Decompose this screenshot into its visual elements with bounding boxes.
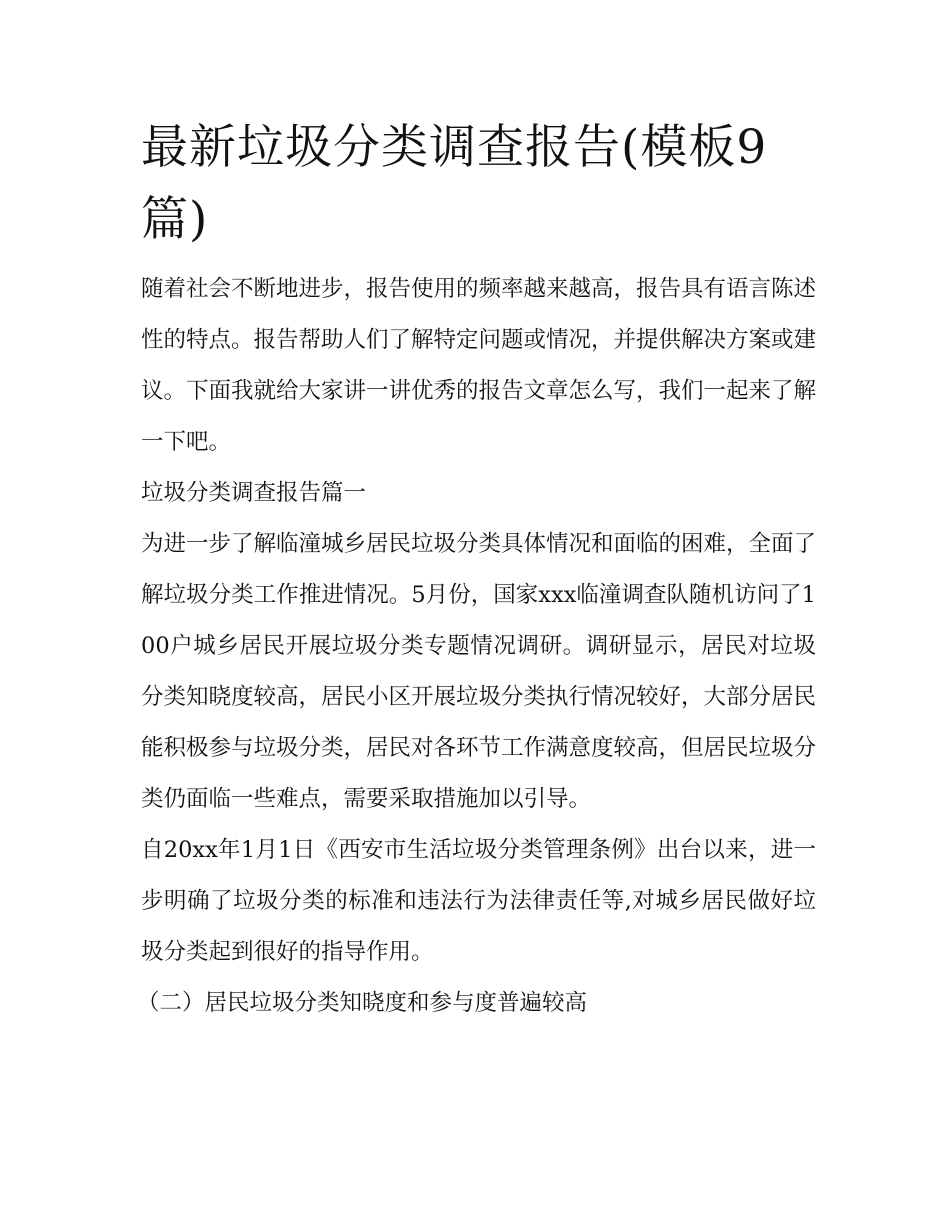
body-paragraph-2: 自20xx年1月1日《西安市生活垃圾分类管理条例》出台以来，进一步明确了垃圾分类的标准和违法行为法律责任等,对城乡居民做好垃圾分类起到很好的指导作用。 bbox=[141, 837, 816, 965]
body-paragraph-1: 为进一步了解临潼城乡居民垃圾分类具体情况和面临的困难，全面了解垃圾分类工作推进情况。5月份，国家xxx临潼调查队随机访问了100户城乡居民开展垃圾分类专题情况调研。调研显示，居民对垃圾分类知晓度较高，居民小区开展垃圾分类执行情况较好，大部分居民能积极参与垃圾分类，居民对各环节工作满意度较高，但居民垃圾分类仍面临一些难点，需要采取措施加以引导。 bbox=[141, 531, 817, 812]
document-title: 最新垃圾分类调查报告(模板9篇) bbox=[141, 120, 768, 247]
subsection-heading: （二）居民垃圾分类知晓度和参与度普遍较高 bbox=[137, 990, 588, 1016]
document-body bbox=[137, 112, 817, 1029]
section-heading: 垃圾分类调查报告篇一 bbox=[141, 480, 367, 506]
intro-paragraph: 随着社会不断地进步，报告使用的频率越来越高，报告具有语言陈述性的特点。报告帮助人们了解特定问题或情况，并提供解决方案或建议。下面我就给大家讲一讲优秀的报告文章怎么写，我们一起来了解一下吧。 bbox=[141, 276, 817, 455]
